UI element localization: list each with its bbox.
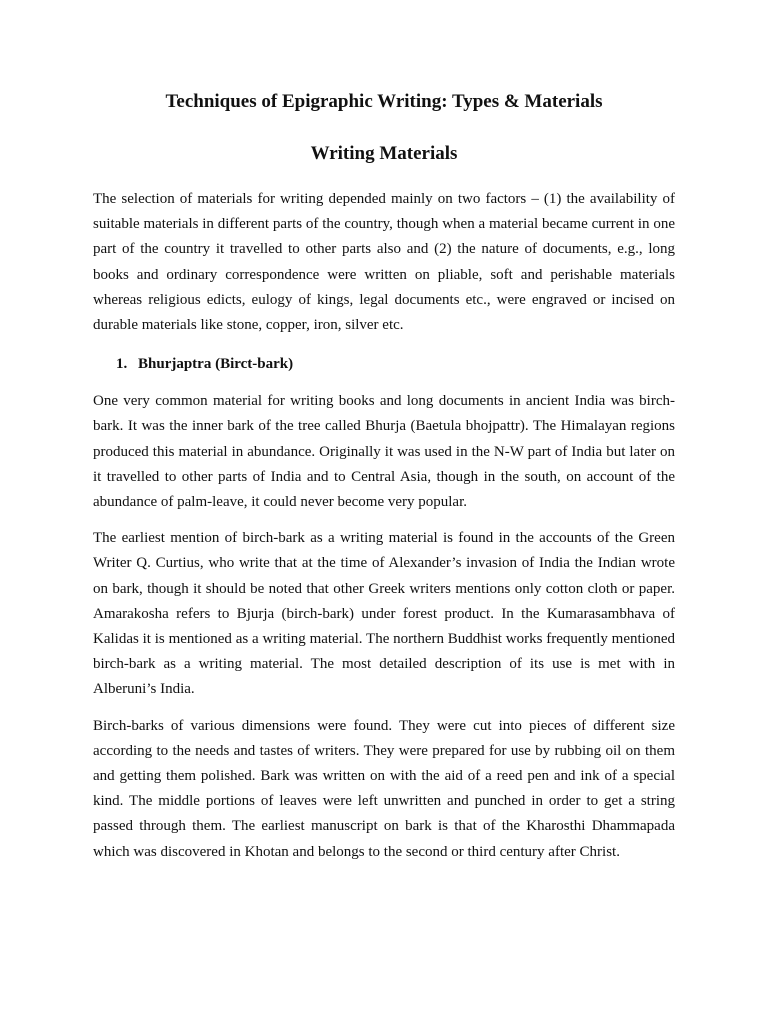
heading-text: Bhurjaptra (Birct-bark)	[138, 356, 294, 373]
section-title: Writing Materials	[310, 143, 458, 164]
heading-number: 1.	[116, 356, 128, 373]
body-paragraph-1: One very common material for writing books and long documents in ancient India was birch-bark. It was the inner bark of the tree called Bhurja (Baetula bhojpattr). The Himalayan regions produced this material in abundance. Originally it was used in the N-W part of India but later on it travelled to other parts of India and to Central Asia, though in the south, on account of the abundance of palm-leave, it could never become very popular.	[93, 393, 675, 511]
numbered-heading	[93, 352, 675, 377]
body-paragraph-2: The earliest mention of birch-bark as a writing material is found in the accounts of the Green Writer Q. Curtius, who write that at the time of Alexander’s invasion of India the Indian wrote on bark, though it should be noted that other Greek writers mentions only cotton cloth or paper. Amarakosha refers to Bjurja (birch-bark) under forest product. In the Kumarasambhava of Kalidas it is mentioned as a writing material. The northern Buddhist works frequently mentioned birch-bark as a writing material. The most detailed description of its use is met with in Alberuni’s India.	[93, 530, 675, 698]
intro-paragraph: The selection of materials for writing depended mainly on two factors – (1) the availability of suitable materials in different parts of the country, though when a material became current in one part of the country it travelled to other parts also and (2) the nature of documents, e.g., long books and ordinary correspondence were written on pliable, soft and perishable materials whereas religious edicts, eulogy of kings, legal documents etc., were engraved or incised on durable materials like stone, copper, iron, silver etc.	[93, 191, 675, 334]
document-title: Techniques of Epigraphic Writing: Types & Materials	[165, 91, 603, 112]
body-paragraph-3: Birch-barks of various dimensions were found. They were cut into pieces of different size according to the needs and tastes of writers. They were prepared for use by rubbing oil on them and getting them polished. Bark was written on with the aid of a reed pen and ink of a special kind. The middle portions of leaves were left unwritten and punched in order to get a string passed through them. The earliest manuscript on bark is that of the Kharosthi Dhammapada which was discovered in Khotan and belongs to the second or third century after Christ.	[93, 717, 675, 860]
